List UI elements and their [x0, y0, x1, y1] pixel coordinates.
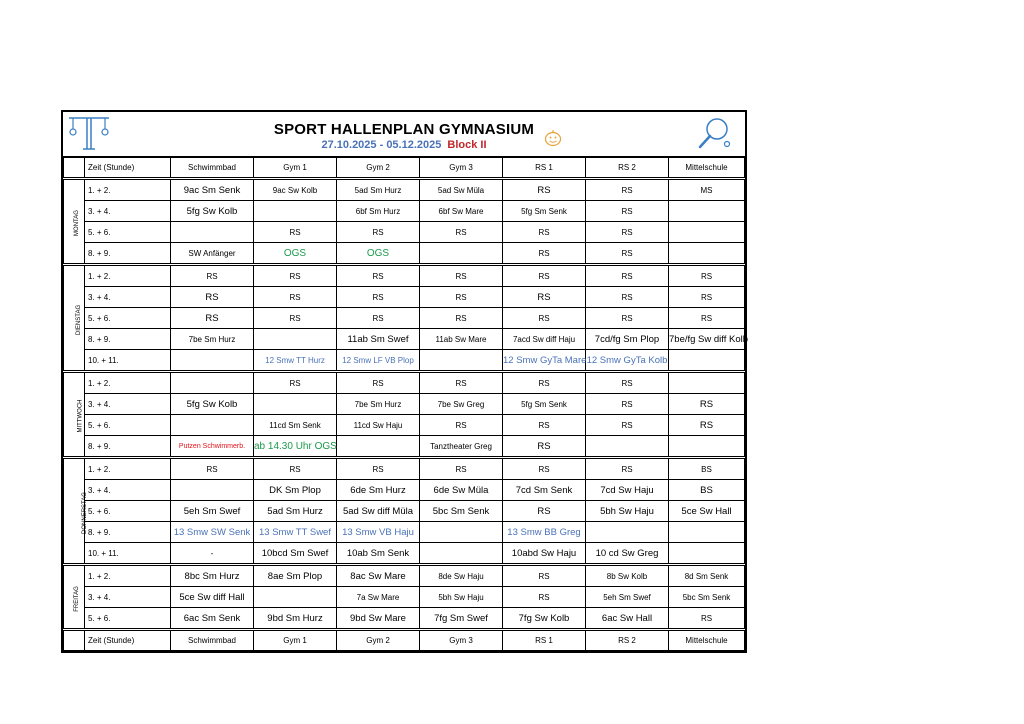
schedule-cell: [171, 415, 254, 436]
schedule-cell: 7be Sw Greg: [420, 394, 503, 415]
schedule-cell: RS: [420, 458, 503, 480]
schedule-cell: 7cd/fg Sm Plop: [586, 329, 669, 350]
period-cell: 3. + 4.: [85, 480, 171, 501]
schedule-cell: RS: [420, 372, 503, 394]
period-cell: 1. + 2.: [85, 372, 171, 394]
day-label-cell: [64, 179, 85, 265]
schedule-cell: 5ad Sw Müla: [420, 179, 503, 201]
table-row: [64, 372, 745, 394]
schedule-cell: RS: [503, 222, 586, 243]
schedule-cell: 5fg Sm Senk: [503, 394, 586, 415]
schedule-cell: RS: [254, 372, 337, 394]
schedule-cell: OGS: [337, 243, 420, 265]
period-cell: 1. + 2.: [85, 179, 171, 201]
period-cell: 3. + 4.: [85, 287, 171, 308]
schedule-cell: RS: [503, 501, 586, 522]
schedule-cell: RS: [503, 179, 586, 201]
schedule-cell: [254, 394, 337, 415]
schedule-cell: 5ad Sm Hurz: [337, 179, 420, 201]
table-row: [64, 329, 745, 350]
schedule-cell: [586, 436, 669, 458]
schedule-cell: 5eh Sm Swef: [586, 587, 669, 608]
schedule-cell: 6de Sm Hurz: [337, 480, 420, 501]
period-cell: 10. + 11.: [85, 350, 171, 372]
schedule-cell: RS: [420, 415, 503, 436]
day-label: MITTWOCH: [77, 399, 84, 433]
page-subtitle: [63, 139, 745, 151]
schedule-cell: -: [171, 543, 254, 565]
schedule-cell: 7cd Sw Haju: [586, 480, 669, 501]
period-cell: 5. + 6.: [85, 308, 171, 329]
schedule-cell: 9bd Sm Hurz: [254, 608, 337, 630]
period-cell: 8. + 9.: [85, 243, 171, 265]
period-cell: 3. + 4.: [85, 587, 171, 608]
schedule-cell: RS: [669, 415, 745, 436]
schedule-cell: RS: [586, 308, 669, 329]
day-label: FREITAG: [73, 585, 80, 612]
schedule-cell: 5ad Sm Hurz: [254, 501, 337, 522]
schedule-cell: 7be Sm Hurz: [337, 394, 420, 415]
schedule-cell: [669, 436, 745, 458]
schedule-cell: RS: [586, 287, 669, 308]
schedule-cell: 8ae Sm Plop: [254, 565, 337, 587]
schedule-cell: RS: [254, 265, 337, 287]
period-cell: 5. + 6.: [85, 415, 171, 436]
schedule-cell: 11cd Sm Senk: [254, 415, 337, 436]
column-header: Gym 3: [420, 158, 503, 179]
period-cell: 8. + 9.: [85, 436, 171, 458]
schedule-cell: 8b Sw Kolb: [586, 565, 669, 587]
schedule-cell: [586, 522, 669, 543]
schedule-cell: 13 Smw SW Senk: [171, 522, 254, 543]
table-row: [64, 201, 745, 222]
schedule-cell: RS: [503, 265, 586, 287]
schedule-cell: RS: [503, 372, 586, 394]
schedule-cell: RS: [254, 287, 337, 308]
schedule-cell: RS: [586, 201, 669, 222]
schedule-cell: RS: [669, 394, 745, 415]
schedule-cell: 10bcd Sm Swef: [254, 543, 337, 565]
schedule-cell: RS: [586, 265, 669, 287]
schedule-cell: RS: [420, 222, 503, 243]
schedule-cell: RS: [586, 179, 669, 201]
table-row: [64, 394, 745, 415]
schedule-cell: RS: [254, 308, 337, 329]
period-cell: 3. + 4.: [85, 394, 171, 415]
schedule-cell: RS: [586, 458, 669, 480]
schedule-cell: RS: [337, 458, 420, 480]
period-cell: 1. + 2.: [85, 565, 171, 587]
schedule-cell: [171, 480, 254, 501]
schedule-cell: 13 Smw TT Swef: [254, 522, 337, 543]
page-title: SPORT HALLENPLAN GYMNASIUM: [273, 121, 535, 138]
schedule-cell: 5bh Sw Haju: [420, 587, 503, 608]
day-label-cell: [64, 458, 88, 565]
schedule-cell: RS: [171, 308, 254, 329]
schedule-cell: 6de Sw Müla: [420, 480, 503, 501]
schedule-cell: RS: [420, 287, 503, 308]
schedule-cell: RS: [669, 265, 745, 287]
schedule-cell: RS: [420, 308, 503, 329]
day-label: MONTAG: [73, 210, 80, 236]
schedule-cell: 6ac Sw Hall: [586, 608, 669, 630]
column-header: Schwimmbad: [171, 630, 254, 651]
column-header: Gym 3: [420, 630, 503, 651]
schedule-cell: RS: [171, 265, 254, 287]
table-row: [64, 350, 745, 372]
schedule-cell: RS: [586, 222, 669, 243]
schedule-cell: 12 Smw TT Hurz: [254, 350, 337, 372]
schedule-cell: 9bd Sw Mare: [337, 608, 420, 630]
schedule-cell: [669, 522, 745, 543]
schedule-cell: RS: [254, 222, 337, 243]
period-cell: 1. + 2.: [85, 265, 171, 287]
period-cell: 10. + 11.: [85, 543, 171, 565]
column-header: Mittelschule: [669, 630, 745, 651]
table-row: [64, 243, 745, 265]
day-label-cell: [64, 372, 85, 458]
period-cell: 5. + 6.: [85, 222, 171, 243]
schedule-cell: 7be/fg Sw diff Kolb: [669, 329, 745, 350]
schedule-cell: RS: [337, 372, 420, 394]
schedule-cell: 5ad Sw diff Müla: [337, 501, 420, 522]
column-header: RS 1: [503, 158, 586, 179]
schedule-cell: 10 cd Sw Greg: [586, 543, 669, 565]
schedule-cell: RS: [586, 372, 669, 394]
schedule-sheet: [61, 110, 747, 653]
period-cell: 8. + 9.: [85, 329, 171, 350]
day-label-cell: [64, 265, 85, 372]
schedule-cell: RS: [669, 608, 745, 630]
corner-cell: [64, 158, 85, 179]
schedule-cell: [420, 522, 503, 543]
schedule-cell: [254, 329, 337, 350]
period-cell: 5. + 6.: [85, 501, 171, 522]
column-header-zeit: Zeit (Stunde): [85, 158, 171, 179]
schedule-cell: [669, 543, 745, 565]
column-footer-row: [64, 630, 745, 651]
column-header: RS 2: [586, 158, 669, 179]
schedule-cell: [171, 372, 254, 394]
schedule-cell: RS: [503, 565, 586, 587]
schedule-cell: [337, 436, 420, 458]
table-row: [64, 480, 745, 501]
schedule-cell: 11ab Sm Swef: [337, 329, 420, 350]
table-tennis-icon: [691, 116, 733, 152]
schedule-cell: [669, 222, 745, 243]
schedule-cell: [669, 201, 745, 222]
column-header: RS 2: [586, 630, 669, 651]
schedule-cell: 11ab Sw Mare: [420, 329, 503, 350]
table-row: [64, 308, 745, 329]
date-range: 27.10.2025 - 05.12.2025: [321, 139, 442, 151]
schedule-cell: 8ac Sw Mare: [337, 565, 420, 587]
table-row: [64, 587, 745, 608]
schedule-cell: RS: [669, 308, 745, 329]
column-header: Schwimmbad: [171, 158, 254, 179]
day-label: DONNERSTAG: [81, 491, 88, 534]
schedule-cell: 13 Smw VB Haju: [337, 522, 420, 543]
table-row: [64, 608, 745, 630]
schedule-cell: [669, 243, 745, 265]
schedule-cell: RS: [503, 308, 586, 329]
schedule-cell: [420, 350, 503, 372]
schedule-cell: RS: [503, 243, 586, 265]
day-label: DIENSTAG: [76, 304, 83, 335]
schedule-cell: 11cd Sw Haju: [337, 415, 420, 436]
schedule-cell: RS: [171, 458, 254, 480]
schedule-cell: 9ac Sm Senk: [171, 179, 254, 201]
schedule-cell: [171, 222, 254, 243]
schedule-cell: 5fg Sw Kolb: [171, 201, 254, 222]
block-label: Block II: [447, 139, 487, 151]
schedule-cell: 7be Sm Hurz: [171, 329, 254, 350]
schedule-cell: 5ce Sw Hall: [669, 501, 745, 522]
schedule-cell: Putzen Schwimmerb.: [171, 436, 254, 458]
schedule-cell: RS: [503, 458, 586, 480]
schedule-cell: 6ac Sm Senk: [171, 608, 254, 630]
column-header: Gym 2: [337, 630, 420, 651]
schedule-cell: 9ac Sw Kolb: [254, 179, 337, 201]
header: [63, 112, 745, 157]
table-row: [64, 436, 745, 458]
column-header: RS 1: [503, 630, 586, 651]
schedule-table: [63, 157, 749, 651]
schedule-cell: 12 Smw LF VB Plop: [337, 350, 420, 372]
schedule-cell: [420, 543, 503, 565]
schedule-cell: 5bc Sm Senk: [420, 501, 503, 522]
schedule-cell: BS: [669, 480, 745, 501]
schedule-cell: 5eh Sm Swef: [171, 501, 254, 522]
schedule-cell: 12 Smw GyTa Kolb: [586, 350, 669, 372]
schedule-cell: RS: [503, 287, 586, 308]
table-row: [64, 415, 745, 436]
schedule-cell: [420, 243, 503, 265]
schedule-cell: SW Anfänger: [171, 243, 254, 265]
schedule-cell: RS: [586, 394, 669, 415]
schedule-cell: ab 14.30 Uhr OGS: [254, 436, 337, 458]
schedule-cell: RS: [337, 287, 420, 308]
schedule-cell: RS: [420, 265, 503, 287]
column-header: Gym 2: [337, 158, 420, 179]
schedule-cell: [669, 372, 745, 394]
table-row: [64, 565, 745, 587]
table-row: [64, 222, 745, 243]
schedule-cell: 5ce Sw diff Hall: [171, 587, 254, 608]
schedule-cell: 7acd Sw diff Haju: [503, 329, 586, 350]
schedule-cell: [254, 587, 337, 608]
column-header: Mittelschule: [669, 158, 745, 179]
table-row: [64, 265, 745, 287]
schedule-cell: [254, 201, 337, 222]
schedule-cell: [171, 350, 254, 372]
schedule-cell: 13 Smw BB Greg: [503, 522, 586, 543]
column-header: Gym 1: [254, 630, 337, 651]
period-cell: 5. + 6.: [85, 608, 171, 630]
schedule-cell: 7a Sw Mare: [337, 587, 420, 608]
day-label-cell: [64, 565, 85, 630]
schedule-cell: 8de Sw Haju: [420, 565, 503, 587]
schedule-cell: 6bf Sw Mare: [420, 201, 503, 222]
schedule-cell: RS: [503, 587, 586, 608]
corner-cell: [64, 630, 85, 651]
schedule-cell: RS: [337, 265, 420, 287]
schedule-cell: 5fg Sw Kolb: [171, 394, 254, 415]
schedule-cell: BS: [669, 458, 745, 480]
schedule-cell: DK Sm Plop: [254, 480, 337, 501]
pumpkin-icon: [544, 129, 562, 147]
schedule-cell: MS: [669, 179, 745, 201]
table-row: [64, 522, 745, 543]
schedule-cell: 8bc Sm Hurz: [171, 565, 254, 587]
table-row: [64, 458, 745, 480]
column-header: Gym 1: [254, 158, 337, 179]
schedule-cell: [669, 350, 745, 372]
schedule-cell: 5bh Sw Haju: [586, 501, 669, 522]
schedule-cell: 7fg Sw Kolb: [503, 608, 586, 630]
schedule-cell: RS: [254, 458, 337, 480]
schedule-cell: 8d Sm Senk: [669, 565, 745, 587]
period-cell: 3. + 4.: [85, 201, 171, 222]
schedule-cell: RS: [669, 287, 745, 308]
schedule-cell: RS: [586, 243, 669, 265]
table-row: [64, 543, 745, 565]
schedule-cell: 6bf Sm Hurz: [337, 201, 420, 222]
schedule-cell: Tanztheater Greg: [420, 436, 503, 458]
period-cell: 1. + 2.: [85, 458, 171, 480]
schedule-cell: 10abd Sw Haju: [503, 543, 586, 565]
schedule-cell: RS: [503, 415, 586, 436]
column-header-zeit: Zeit (Stunde): [85, 630, 171, 651]
table-row: [64, 287, 745, 308]
column-header-row: [64, 158, 745, 179]
schedule-cell: 7cd Sm Senk: [503, 480, 586, 501]
period-cell: 8. + 9.: [85, 522, 171, 543]
schedule-cell: OGS: [254, 243, 337, 265]
schedule-cell: 10ab Sm Senk: [337, 543, 420, 565]
schedule-cell: RS: [586, 415, 669, 436]
schedule-cell: 5bc Sm Senk: [669, 587, 745, 608]
schedule-cell: 5fg Sm Senk: [503, 201, 586, 222]
schedule-cell: 7fg Sm Swef: [420, 608, 503, 630]
schedule-cell: RS: [337, 222, 420, 243]
table-row: [64, 501, 745, 522]
schedule-cell: RS: [337, 308, 420, 329]
schedule-cell: RS: [171, 287, 254, 308]
schedule-cell: 12 Smw GyTa Mare: [503, 350, 586, 372]
table-row: [64, 179, 745, 201]
schedule-cell: RS: [503, 436, 586, 458]
